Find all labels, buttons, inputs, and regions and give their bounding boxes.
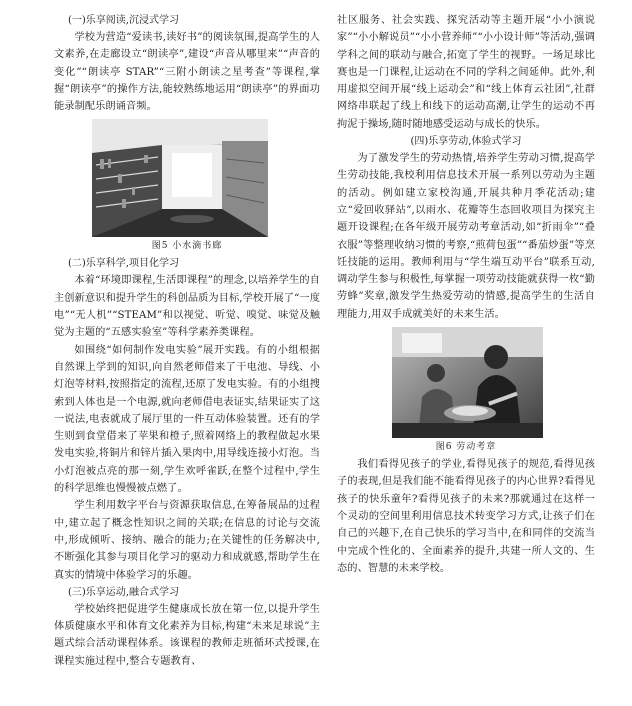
paragraph-closing: 我们看得见孩子的学业,看得见孩子的规范,看得见孩子的表现,但是我们能不能看得见孩子的内心世界?看得见孩子的快乐童年?看得见孩子的未来?那就通过在这样一个灵动的空间里利用信息技术转变学习方式,让孩子们在自己的兴趣下,在自己快乐的学习当中,在和同伴的交流当中完成个性化的、全面素养的提升,共建一所人文的、生态的、智慧的未来学校。 bbox=[337, 459, 595, 574]
figure-6 bbox=[337, 327, 595, 454]
reading-corridor-photo bbox=[92, 119, 268, 237]
figure-5-caption: 图5 小水滴书廊 bbox=[151, 241, 223, 252]
paragraph-science-2: 如围绕“如何制作发电实验”展开实践。有的小组根据自然课上学到的知识,向自然老师借来了干电池、导线、小灯泡等材料,按照指定的流程,还原了发电实验。有的小组搜索到人体也是一个电源,就向老师借电表证实,结果证实了这一说法,电表就成了展厅里的一件互动体验装置。还有的学生则到食堂借来了苹果和橙子,照着网络上的教程做起水果发电实验,将铜片和锌片插入果肉中,用导线连接小灯泡。当小灯泡被点亮的那一刻,学生欢呼雀跃,在整个过程中,学生的科学思维也慢慢被点燃了。 bbox=[54, 344, 320, 495]
paragraph-science-3: 学生利用数字平台与资源获取信息,在筹备展品的过程中,建立起了概念性知识之间的关联;在信息的讨论与交流中,形成倾听、接纳、融合的能力;在关键性的任务解决中,不断强化其参与项目化学习的驱动力和成就感,帮助学生在真实的情境中体验学习的乐趣。 bbox=[54, 500, 320, 581]
section-heading-reading: (一)乐享阅读,沉浸式学习 bbox=[68, 15, 179, 26]
section-heading-sports: (三)乐享运动,融合式学习 bbox=[68, 586, 179, 598]
right-column bbox=[337, 12, 595, 577]
paragraph-reading: 学校为营造“爱读书,读好书”的阅读氛围,提高学生的人文素养,在走廊设立“朗读亭”,建设“声音从哪里来”“声音的变化”“朗读亭 STAR”“三附小朗读之星考查”等课程,掌握“朗读亭”的操作方法,能较熟练地运用“朗读亭”的界面功能录制配乐朗诵音频。 bbox=[54, 32, 320, 113]
students-cooking-image bbox=[392, 327, 543, 438]
figure-6-caption: 图6 劳动考章 bbox=[435, 442, 497, 453]
left-column bbox=[54, 12, 320, 670]
paragraph-sports-continued: 社区服务、社会实践、探究活动等主题开展“小小演说家”“小小解说员”“小小营养师”“小小设计师”等活动,强调学科之间的联动与融合,拓宽了学生的视野。一场足球比赛也是一门课程,让运动在不同的学科之间延伸。此外,利用虚拟空间开展“线上运动会”和“线上体育云社团”,社群网络串联起了线上和线下的运动高潮,让学生的运动不再拘泥于操场,随时随地感受运动与成长的快乐。 bbox=[337, 15, 595, 130]
paragraph-sports: 学校始终把促进学生健康成长放在第一位,以提升学生体质健康水平和体育文化素养为目标,构建“未来足球说”主题式综合活动课程体系。该课程的教师走班循环式授课,在课程实施过程中,整合专题教育、 bbox=[54, 603, 320, 667]
section-heading-labor: (四)乐享劳动,体验式学习 bbox=[410, 136, 522, 148]
labor-badge-photo bbox=[392, 327, 543, 438]
figure-5 bbox=[54, 119, 320, 253]
section-heading-science: (二)乐享科学,项目化学习 bbox=[68, 258, 179, 270]
paragraph-science-1: 本着“环境即课程,生活即课程”的理念,以培养学生的自主创新意识和提升学生的科创品质为目标,学校开展了“一度电”“无人机”“STEAM”和以视觉、听觉、嗅觉、味觉及触觉为主题的“五感实验室”等科学素养类课程。 bbox=[54, 275, 320, 339]
bookshelf-corridor-image bbox=[92, 119, 268, 237]
paragraph-labor: 为了激发学生的劳动热情,培养学生劳动习惯,提高学生劳动技能,我校利用信息技术开展一系列以劳动为主题的活动。例如建立家校沟通,开展共种月季花活动;建立“爱回收驿站”,以雨水、花瓣等生态回收项目为探究主题开设课程;在各年级开展劳动考章活动,如“折雨伞”“叠衣服”等整理收纳习惯的考察,“煎荷包蛋”“番茄炒蛋”等烹饪技能的运用。教师利用与“学生端互动平台”联系互动,调动学生参与积极性,每掌握一项劳动技能就获得一枚“勤劳蜂”奖章,激发学生热爱劳动的情感,提高学生的生活自理能力,用双手成就美好的未来生活。 bbox=[337, 153, 595, 320]
